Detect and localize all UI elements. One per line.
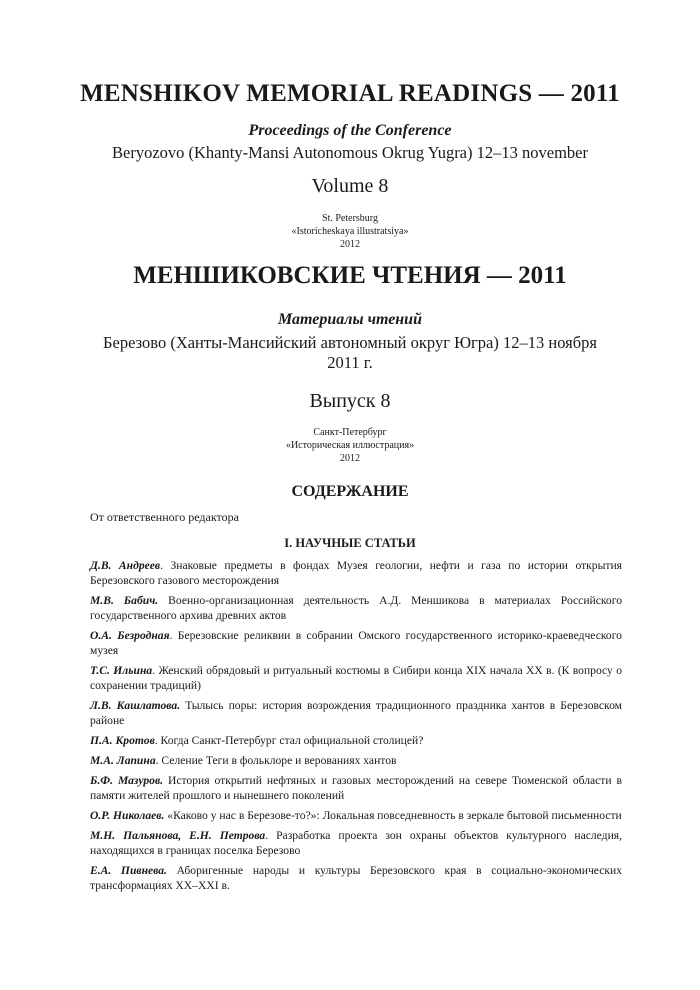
entry-title: . Разработка проекта зон охраны объектов культурного наследия, находящихся в границах поселка Березово	[90, 829, 623, 857]
contents-heading: СОДЕРЖАНИЕ	[291, 483, 409, 500]
english-title: MENSHIKOV MEMORIAL READINGS — 2011	[80, 80, 620, 107]
entry-title: Военно-организационная деятельность А.Д. Меншикова в материалах Российского государственного архива древних актов	[90, 594, 622, 622]
russian-city: Санкт-Петербург	[313, 427, 387, 438]
english-place-dates: Beryozovo (Khanty-Mansi Autonomous Okrug Yugra) 12–13 november	[112, 143, 588, 162]
entry-author: Д.В. Андреев	[90, 559, 161, 572]
entry-author: Б.Ф. Мазуров.	[90, 774, 164, 787]
contents-entry	[90, 628, 622, 658]
english-proceedings-heading: Proceedings of the Conference	[248, 122, 452, 139]
contents-entry	[90, 558, 622, 588]
entry-title: . Селение Теги в фольклоре и верованиях хантов	[155, 754, 397, 767]
entry-title: . Березовские реликвии в собрании Омского государственного историко-краеведческого музея	[90, 629, 622, 657]
entry-author: Т.С. Ильина	[90, 664, 153, 677]
entry-author: О.А. Безродная	[90, 629, 170, 642]
english-imprint	[0, 212, 700, 251]
entry-title: . Знаковые предметы в фондах Музея геологии, нефти и газа по истории открытия Березовского газового месторождения	[90, 559, 622, 587]
entry-author: Е.А. Пивнева.	[90, 864, 167, 877]
english-city: St. Petersburg	[322, 213, 378, 224]
russian-imprint	[0, 426, 700, 465]
russian-year: 2012	[340, 453, 360, 464]
english-publisher: «Istoricheskaya illustratsiya»	[291, 226, 409, 237]
entry-author: Л.В. Кашлатова.	[90, 699, 181, 712]
contents-entry	[90, 863, 622, 893]
entry-author: М.А. Лапина	[90, 754, 156, 767]
entry-author: П.А. Кротов	[90, 734, 155, 747]
entry-title: Аборигенные народы и культуры Березовского края в социально-экономических трансформациях XX–XXI в.	[90, 864, 622, 892]
contents-entry	[90, 828, 622, 858]
entry-author: М.Н. Пальянова, Е.Н. Петрова	[90, 829, 266, 842]
contents-entry	[90, 593, 622, 623]
entry-author: О.Р. Николаев.	[90, 809, 165, 822]
contents-entry	[90, 808, 622, 823]
russian-title: МЕНШИКОВСКИЕ ЧТЕНИЯ — 2011	[133, 262, 567, 289]
english-year: 2012	[340, 239, 360, 250]
section-title: I. НАУЧНЫЕ СТАТЬИ	[284, 536, 416, 550]
contents-entry	[90, 733, 622, 748]
russian-place-dates: Березово (Ханты-Мансийский автономный округ Югра) 12–13 ноября 2011 г.	[103, 333, 597, 372]
entry-title: «Каково у нас в Березове-то?»: Локальная повседневность в зеркале бытовой письменности	[164, 809, 622, 822]
contents-entry	[90, 773, 622, 803]
entry-title: История открытий нефтяных и газовых месторождений на севере Тюменской области в памяти жителей прошлого и нынешнего поколений	[90, 774, 622, 802]
contents-entry	[90, 753, 622, 768]
russian-volume: Выпуск 8	[309, 390, 391, 412]
entry-title: Тылысь поры: история возрождения традиционного праздника хантов в Березовском районе	[90, 699, 623, 727]
english-volume: Volume 8	[311, 175, 389, 197]
contents-list	[90, 558, 622, 898]
entry-author: М.В. Бабич.	[90, 594, 159, 607]
editor-note: От ответственного редактора	[90, 510, 239, 524]
contents-entry	[90, 698, 622, 728]
russian-publisher: «Историческая иллюстрация»	[285, 440, 415, 451]
contents-entry	[90, 663, 622, 693]
entry-title: . Когда Санкт-Петербург стал официальной столицей?	[154, 734, 424, 747]
entry-title: . Женский обрядовый и ритуальный костюмы в Сибири конца XIX начала XX в. (К вопросу о сохранении традиций)	[90, 664, 622, 692]
russian-proceedings-heading: Материалы чтений	[278, 311, 422, 328]
